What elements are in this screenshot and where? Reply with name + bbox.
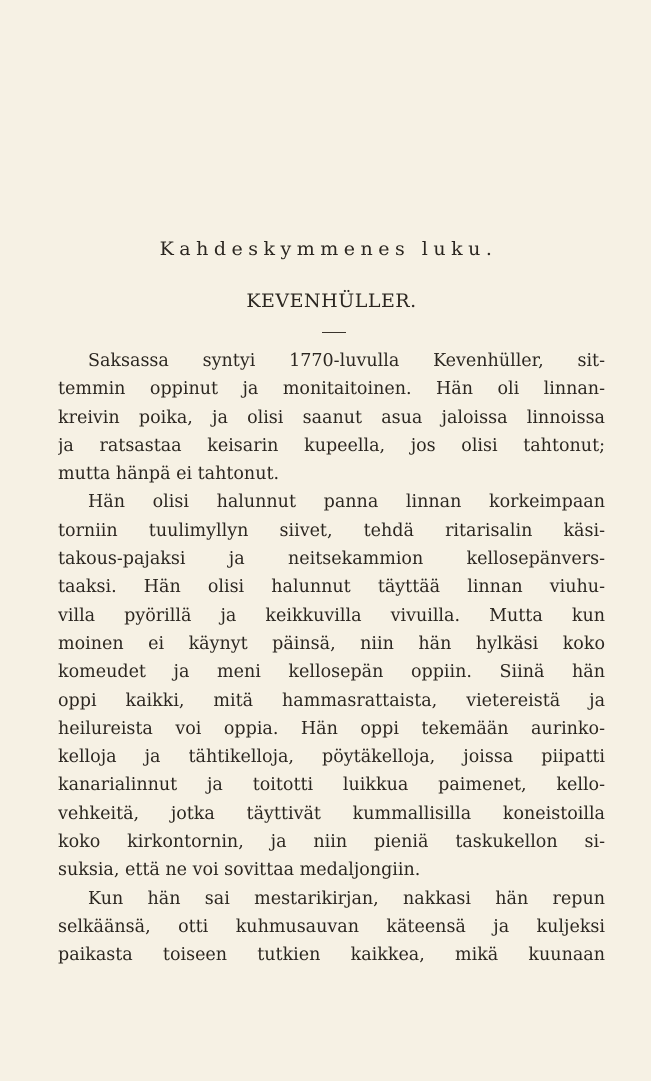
title-divider (322, 332, 346, 333)
text-line: taaksi. Hän olisi halunnut täyttää linnan viuhu- (58, 577, 605, 598)
text-line: oppi kaikki, mitä hammasrattaista, vietereistä ja (58, 690, 605, 711)
text-line: temmin oppinut ja monitaitoinen. Hän oli linnan- (58, 379, 605, 400)
text-line: vehkeitä, jotka täyttivät kummallisilla koneistoilla (58, 803, 605, 824)
text-line: ja ratsastaa keisarin kupeella, jos olisi tahtonut; (58, 435, 605, 456)
text-line: takous-pajaksi ja neitsekammion kellosepänvers- (58, 549, 605, 570)
text-line: koko kirkontornin, ja niin pieniä taskukellon si- (58, 832, 605, 853)
text-line: Hän olisi halunnut panna linnan korkeimpaan (88, 492, 605, 513)
text-line: paikasta toiseen tutkien kaikkea, mikä kuunaan (58, 945, 605, 966)
text-line: komeudet ja meni kellosepän oppiin. Siinä hän (58, 662, 605, 683)
text-line: kanarialinnut ja toitotti luikkua paimenet, kello- (58, 775, 605, 796)
text-line: suksia, että ne voi sovittaa medaljongiin. (58, 860, 421, 881)
text-line: kreivin poika, ja olisi saanut asua jaloissa linnoissa (58, 407, 605, 428)
body-text (58, 347, 605, 970)
text-line: Kun hän sai mestarikirjan, nakkasi hän repun (88, 888, 605, 909)
text-line: selkäänsä, otti kuhmusauvan käteensä ja kuljeksi (58, 916, 605, 937)
chapter-heading: Kahdeskymmenes luku. (159, 238, 498, 260)
text-line: kelloja ja tähtikelloja, pöytäkelloja, joissa piipatti (58, 747, 605, 768)
text-line: mutta hänpä ei tahtonut. (58, 464, 280, 485)
text-line: torniin tuulimyllyn siivet, tehdä ritarisalin käsi- (58, 520, 605, 541)
chapter-title: KEVENHÜLLER. (246, 290, 417, 312)
text-line: Saksassa syntyi 1770-luvulla Kevenhüller, sit- (88, 351, 605, 371)
text-line: moinen ei käynyt päinsä, niin hän hylkäsi koko (58, 633, 605, 654)
text-line: heilureista voi oppia. Hän oppi tekemään aurinko- (58, 718, 605, 739)
text-line: villa pyörillä ja keikkuvilla vivuilla. Mutta kun (58, 605, 605, 626)
